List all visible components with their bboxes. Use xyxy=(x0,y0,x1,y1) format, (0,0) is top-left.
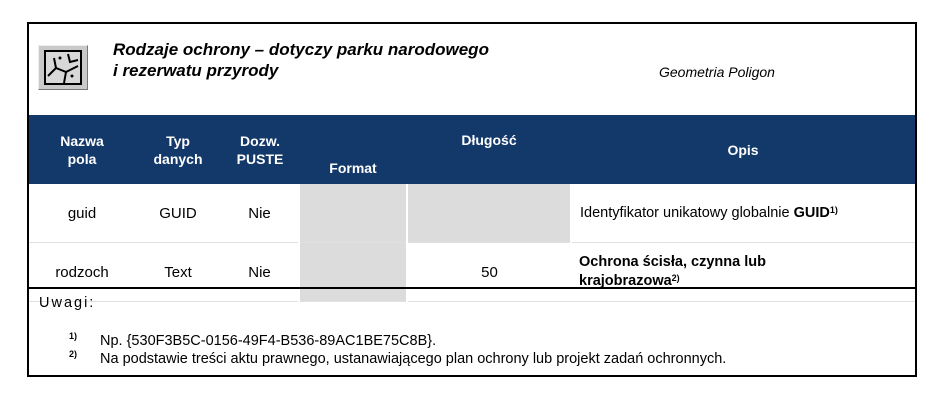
column-description-header: Opis xyxy=(571,115,915,184)
notes-section: Uwagi: 1) Np. {530F3B5C-0156-49F4-B536-89AC1BE75C8B}. 2) Na podstawie treści aktu prawnego, ustanawiającego plan ochrony lub projekt zadań ochronnych. xyxy=(29,287,915,377)
layer-definition-card xyxy=(27,22,917,377)
card-header xyxy=(29,24,915,115)
column-name-header: Nazwa pola xyxy=(29,115,135,184)
field-length: 50 xyxy=(407,243,571,302)
column-type-header: Typ danych xyxy=(135,115,221,184)
field-description: Ochrona ścisła, czynna lub krajobrazowa$^{2)}$ xyxy=(571,243,915,302)
polygon-map-icon xyxy=(38,45,88,90)
field-description: Identyfikator unikatowy globalnie GUID$^{1)}$ xyxy=(571,184,915,243)
layer-title xyxy=(113,39,489,81)
geometry-type: Geometria Poligon xyxy=(659,64,775,80)
footnote-ref: 1) xyxy=(829,204,838,215)
title-line-2: i rezerwatu przyrody xyxy=(113,61,279,80)
column-nullable-header: Dozw. PUSTE xyxy=(221,115,299,184)
column-format-header: Format xyxy=(299,115,407,184)
field-length xyxy=(407,184,571,243)
notes-title: Uwagi: xyxy=(39,295,96,311)
column-length-header: Długość xyxy=(407,115,571,184)
field-name: rodzoch xyxy=(29,243,135,302)
field-type: GUID xyxy=(135,184,221,243)
fields-table xyxy=(29,115,915,302)
field-format xyxy=(299,184,407,243)
table-header-row xyxy=(29,115,915,184)
field-nullable: Nie xyxy=(221,243,299,302)
footnote-ref: 2) xyxy=(671,273,680,283)
field-name: guid xyxy=(29,184,135,243)
title-line-1: Rodzaje ochrony – dotyczy parku narodowego xyxy=(113,40,489,59)
field-nullable: Nie xyxy=(221,184,299,243)
field-type: Text xyxy=(135,243,221,302)
table-row xyxy=(29,184,915,243)
